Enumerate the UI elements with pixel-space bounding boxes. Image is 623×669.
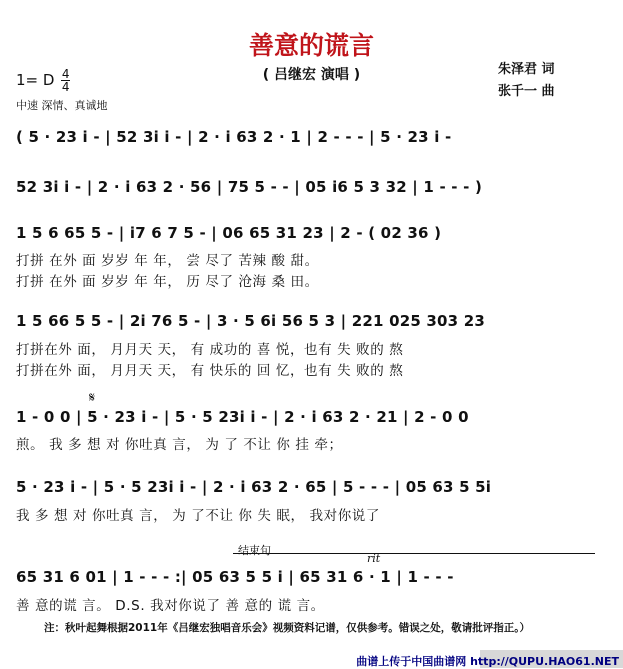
music-line-2: 52 3i i - | 2 · i 63 2 · 56 | 75 5 - - | 05 i6 5 3 32 | 1 - - - ) [16, 178, 483, 196]
lyric-line-3: 打拼在外 面， 月月天 天， 有 成功的 喜 悦，也有 失 败的 熬 [16, 342, 404, 358]
tempo-marking: 中速 深情、真诚地 [16, 99, 108, 112]
lyric-line-4: 打拼在外 面， 月月天 天， 有 快乐的 回 忆，也有 失 败的 熬 [16, 363, 404, 379]
ending-marking: 结束句 [238, 544, 271, 557]
composer-credit: 张千一 曲 [498, 84, 555, 99]
key-signature [16, 68, 70, 93]
time-denominator: 4 [61, 80, 70, 94]
ritardando-marking: rit [367, 552, 381, 565]
music-line-1: ( 5 · 23 i - | 52 3i i - | 2 · i 63 2 · 1 | 2 - - - | 5 · 23 i - [16, 128, 452, 146]
singer-credit: ( 吕继宏 演唱 ) [262, 67, 361, 83]
lyricist-credit: 朱泽君 词 [498, 62, 555, 77]
music-line-3: 1 5 6 65 5 - | i7 6 7 5 - | 06 65 31 23 | 2 - ( 02 36 ) [16, 224, 442, 242]
ending-bracket [233, 553, 595, 554]
time-numerator: 4 [61, 67, 70, 81]
music-line-4: 1 5 66 5 5 - | 2i 76 5 - | 3 · 5 6i 56 5 3 | 221 025 303 23 [16, 312, 486, 330]
transcription-note: 注：秋叶起舞根据2011年《吕继宏独唱音乐会》视频资料记谱，仅供参考。错误之处，敬请批评指正。） [44, 622, 530, 634]
music-line-6: 5 · 23 i - | 5 · 5 23i i - | 2 · i 63 2 · 65 | 5 - - - | 05 63 5 5i [16, 478, 492, 496]
music-line-7: 65 31 6 01 | 1 - - - :| 05 63 5 5 i | 65 31 6 · 1 | 1 - - - [16, 568, 454, 586]
lyric-line-6: 我 多 想 对 你吐真 言， 为 了不让 你 失 眠， 我对你说了 [16, 508, 381, 524]
time-signature [61, 68, 70, 93]
footer-watermark-text: 曲谱上传于中国曲谱网 http://QUPU.HAO61.NET [356, 655, 619, 668]
key-prefix: 1= D [16, 71, 55, 89]
lyric-line-5: 煎。 我 多 想 对 你吐真 言， 为 了 不让 你 挂 牵； [16, 437, 343, 453]
lyric-line-2: 打拼 在外 面 岁岁 年 年， 历 尽了 沧海 桑 田。 [16, 274, 319, 290]
score-title: 善意的谎言 [248, 31, 374, 60]
lyric-line-1: 打拼 在外 面 岁岁 年 年， 尝 尽了 苦辣 酸 甜。 [16, 253, 319, 269]
segno-sign: 𝄋 [89, 390, 96, 406]
lyric-line-7: 善 意的谎 言。 D.S. 我对你说了 善 意的 谎 言。 [16, 598, 325, 614]
music-line-5: 1 - 0 0 | 5 · 23 i - | 5 · 5 23i i - | 2 · i 63 2 · 21 | 2 - 0 0 [16, 408, 469, 426]
